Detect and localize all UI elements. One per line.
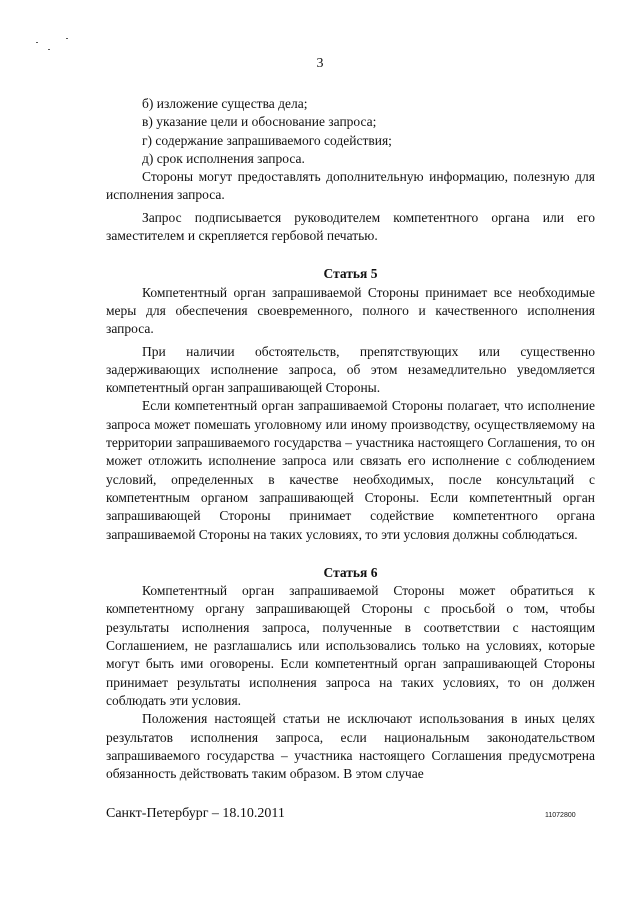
document-body bbox=[106, 95, 595, 783]
list-item-d: д) срок исполнения запроса. bbox=[142, 150, 305, 166]
paragraph-additional-info: Стороны могут предоставлять дополнительную информацию, полезную для исполнения запроса. bbox=[106, 169, 595, 203]
article-5-heading: Статья 5 bbox=[323, 266, 378, 282]
article-6-paragraph-2: Положения настоящей статьи не исключают использования в иных целях результатов исполнения запроса, если национальным законодательством запрашиваемого государства – участника настоящего Соглашения предусмотрена обязанность действовать таким образом. В этом случае bbox=[106, 711, 595, 782]
scan-speck bbox=[48, 49, 50, 50]
footer-document-code: 11072800 bbox=[545, 812, 576, 819]
list-item-b: б) изложение существа дела; bbox=[142, 96, 308, 111]
list-item-g: г) содержание запрашиваемого содействия; bbox=[142, 132, 392, 148]
scan-speck bbox=[36, 42, 38, 43]
spacer bbox=[106, 544, 595, 564]
footer-place-date: Санкт-Петербург – 18.10.2011 bbox=[106, 806, 285, 821]
paragraph-signature: Запрос подписывается руководителем компетентного органа или его заместителем и скрепляется гербовой печатью. bbox=[106, 209, 595, 244]
article-5-paragraph-2: При наличии обстоятельств, препятствующих или существенно задерживающих исполнение запроса, об этом незамедлительно уведомляется компетентный орган запрашивающей Стороны. bbox=[106, 343, 595, 396]
article-5-paragraph-1: Компетентный орган запрашиваемой Стороны принимает все необходимые меры для обеспечения своевременного, полного и качественного исполнения запроса. bbox=[106, 284, 595, 337]
scan-speck bbox=[66, 38, 68, 39]
article-5-paragraph-3: Если компетентный орган запрашиваемой Стороны полагает, что исполнение запроса может помешать уголовному или иному производству, осуществляемому на территории запрашиваемого государства – участника настоящего Соглашения, то он может отложить исполнение запроса или связать его исполнение с соблюдением условий, определенных в качестве необходимых, после консультаций с компетентным органом запрашивающей Стороны. Если компетентный орган запрашивающей Стороны принимает содействие компетентного органа запрашиваемой Стороны на таких условиях, то эти условия должны соблюдаться. bbox=[106, 398, 595, 542]
page-number: 3 bbox=[316, 56, 324, 71]
article-6-paragraph-1: Компетентный орган запрашиваемой Стороны может обратиться к компетентному органу запрашивающей Стороны с просьбой о том, чтобы результаты исполнения запроса, полученные в соответствии с настоящим Соглашением, не разглашались или использовались только на условиях, которые могут быть ими оговорены. Если компетентный орган запрашивающей Стороны принимает результаты исполнения запроса на таких условиях, то он должен соблюдать эти условия. bbox=[106, 583, 595, 708]
list-item-v: в) указание цели и обоснование запроса; bbox=[142, 114, 377, 130]
spacer bbox=[106, 245, 595, 265]
article-6-heading: Статья 6 bbox=[323, 564, 378, 580]
